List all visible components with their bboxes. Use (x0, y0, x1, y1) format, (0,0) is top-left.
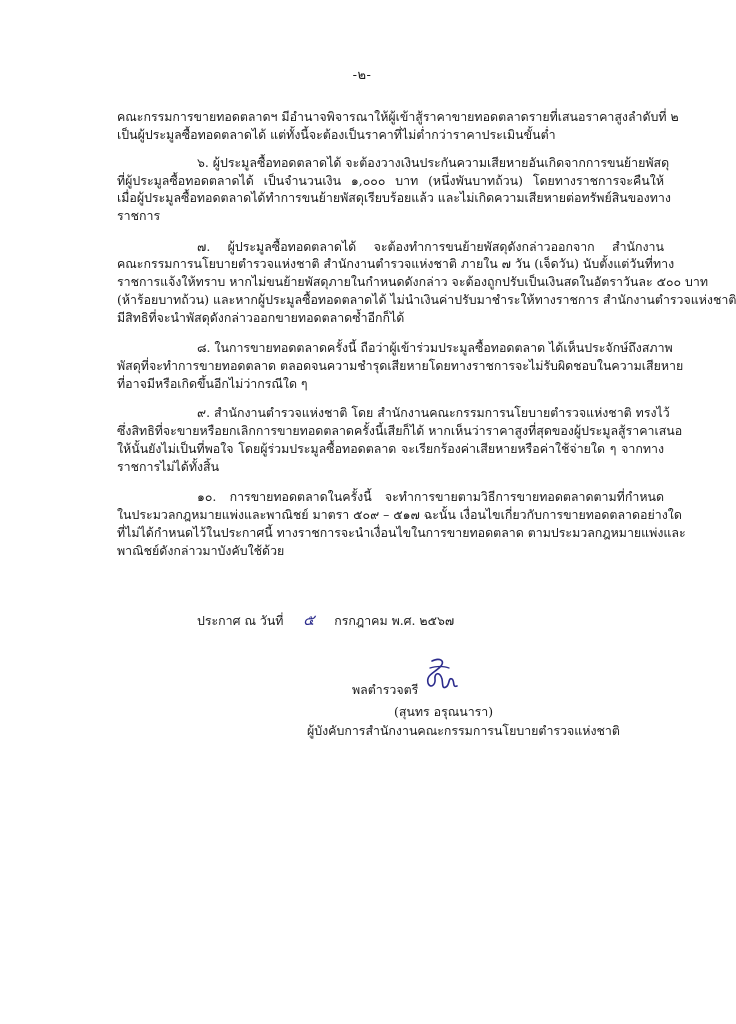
body-line-11: มีสิทธิที่จะนำพัสดุดังกล่าวออกขายทอดตลาดซ้ำอีกก็ได้ (117, 310, 405, 325)
body-line-1: คณะกรรมการขายทอดตลาดฯ มีอำนาจพิจารณาให้ผู้เข้าสู้ราคาขายทอดตลาดรายที่เสนอราคาสูงลำดับที่ ๒ (117, 109, 679, 124)
body-line-16: ซึ่งสิทธิที่จะขายหรือยกเลิกการขายทอดตลาดครั้งนี้เสียก็ได้ หากเห็นว่าราคาสูงที่สุดของผู้ประมูลสู้ราคาเสนอ (117, 423, 683, 438)
announcement-prefix: ประกาศ ณ วันที่ (197, 613, 284, 628)
body-line-7: ๗. ผู้ประมูลซื้อทอดตลาดได้ จะต้องทำการขนย้ายพัสดุดังกล่าวออกจาก สำนักงาน (197, 239, 664, 254)
body-line-3: ๖. ผู้ประมูลซื้อทอดตลาดได้ จะต้องวางเงินประกันความเสียหายอันเกิดจากการขนย้ายพัสดุ (197, 155, 670, 170)
page-number: -๒- (352, 68, 372, 83)
announcement-day: ๕ (303, 611, 315, 629)
body-line-10: (ห้าร้อยบาทถ้วน) และหากผู้ประมูลซื้อทอดตลาดได้ ไม่นำเงินค่าปรับมาชำระให้ทางราชการ สำนักงานตำรวจแห่งชาติ (117, 292, 736, 307)
body-line-21: ที่ไม่ได้กำหนดไว้ในประกาศนี้ ทางราชการจะนำเงื่อนไขในการขายทอดตลาด ตามประมวลกฎหมายแพ่งและ (117, 525, 686, 540)
body-line-4: ที่ผู้ประมูลซื้อทอดตลาดได้ เป็นจำนวนเงิน ๑,๐๐๐ บาท (หนึ่งพันบาทถ้วน) โดยทางราชการจะคืนให้ (117, 173, 664, 188)
signature-position: ผู้บังคับการสำนักงานคณะกรรมการนโยบายตำรวจแห่งชาติ (307, 723, 620, 738)
body-line-15: ๙. สำนักงานตำรวจแห่งชาติ โดย สำนักงานคณะกรรมการนโยบายตำรวจแห่งชาติ ทรงไว้ (197, 405, 670, 420)
body-line-6: ราชการ (117, 208, 161, 223)
signature-name: (สุนทร อรุณนารา) (394, 704, 494, 719)
body-line-12: ๘. ในการขายทอดตลาดครั้งนี้ ถือว่าผู้เข้าร่วมประมูลซื้อทอดตลาด ได้เห็นประจักษ์ถึงสภาพ (197, 340, 673, 355)
signature-rank: พลตำรวจตรี (352, 682, 419, 697)
body-line-13: พัสดุที่จะทำการขายทอดตลาด ตลอดจนความชำรุดเสียหายโดยทางราชการจะไม่รับผิดชอบในความเสียหาย (117, 358, 684, 373)
body-line-2: เป็นผู้ประมูลซื้อทอดตลาดได้ แต่ทั้งนี้จะต้องเป็นราคาที่ไม่ต่ำกว่าราคาประเมินขั้นต่ำ (117, 127, 556, 142)
body-line-8: คณะกรรมการนโยบายตำรวจแห่งชาติ สำนักงานตำรวจแห่งชาติ ภายใน ๗ วัน (เจ็ดวัน) นับตั้งแต่วันที่ทาง (117, 256, 675, 271)
body-line-17: ให้นั้นยังไม่เป็นที่พอใจ โดยผู้ร่วมประมูลซื้อทอดตลาด จะเรียกร้องค่าเสียหายหรือค่าใช้จ่ายใด ๆ จากทาง (117, 441, 664, 456)
body-line-20: ในประมวลกฎหมายแพ่งและพาณิชย์ มาตรา ๕๐๙ – ๕๑๗ ฉะนั้น เงื่อนไขเกี่ยวกับการขายทอดตลาดอย่างใด (117, 507, 682, 522)
handwritten-signature (418, 655, 462, 695)
body-line-19: ๑๐. การขายทอดตลาดในครั้งนี้ จะทำการขายตามวิธีการขายทอดตลาดตามที่กำหนด (197, 489, 664, 504)
announcement-month-year: กรกฎาคม พ.ศ. ๒๕๖๗ (334, 613, 455, 628)
body-line-14: ที่อาจมีหรือเกิดขึ้นอีกไม่ว่ากรณีใด ๆ (117, 376, 308, 391)
body-line-5: เมื่อผู้ประมูลซื้อทอดตลาดได้ทำการขนย้ายพัสดุเรียบร้อยแล้ว และไม่เกิดความเสียหายต่อทรัพย์สินของทาง (117, 190, 671, 205)
body-line-18: ราชการไม่ได้ทั้งสิ้น (117, 459, 220, 474)
body-line-9: ราชการแจ้งให้ทราบ หากไม่ขนย้ายพัสดุภายในกำหนดดังกล่าว จะต้องถูกปรับเป็นเงินสดในอัตราวันละ ๕๐๐ บาท (117, 274, 708, 289)
body-line-22: พาณิชย์ดังกล่าวมาบังคับใช้ด้วย (117, 543, 285, 558)
announcement-date (197, 612, 454, 629)
